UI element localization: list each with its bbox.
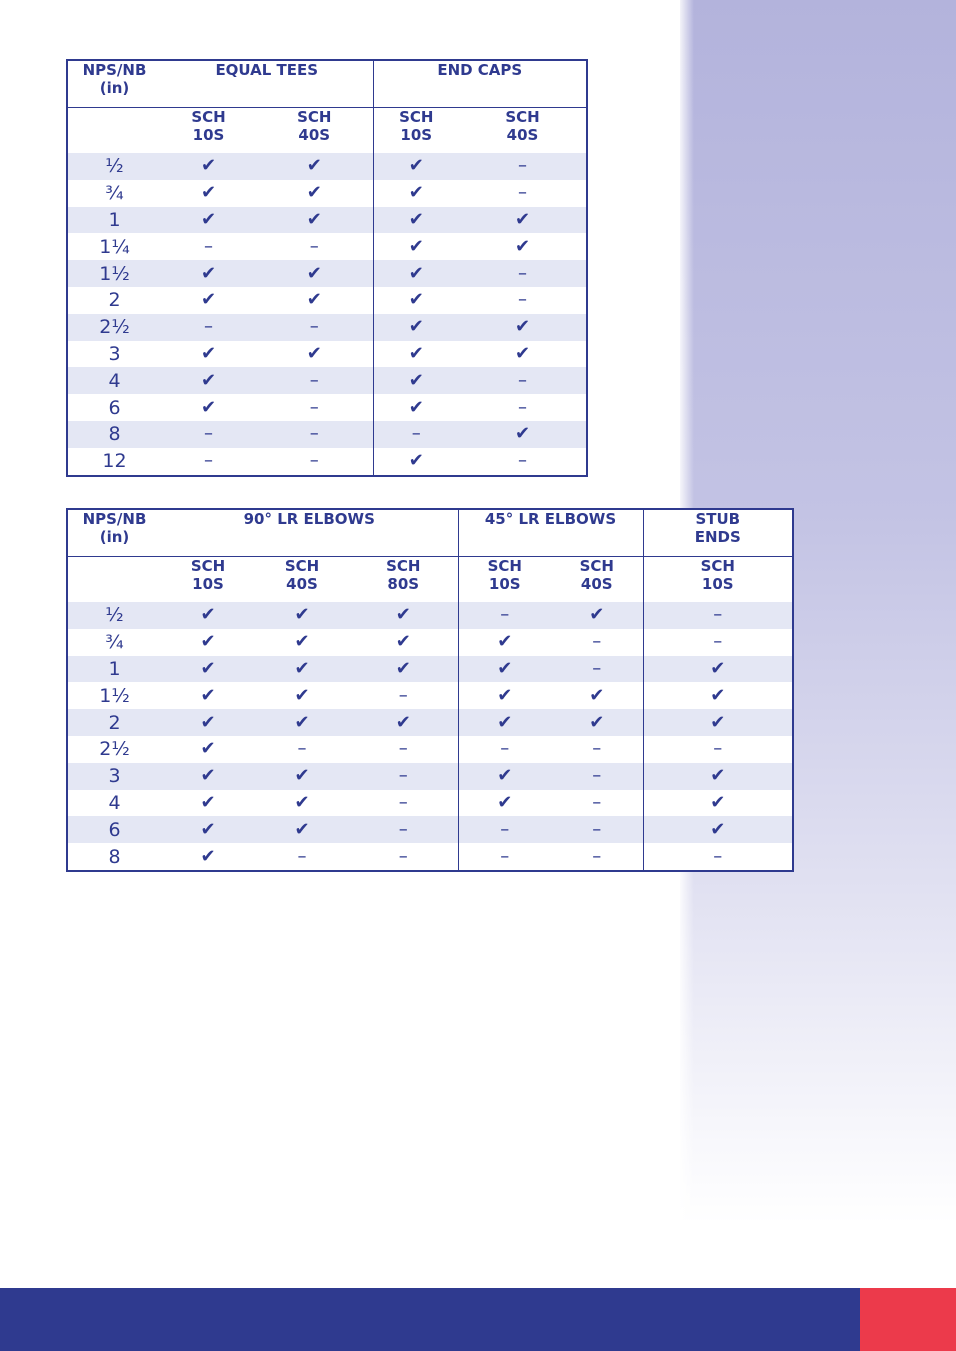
size-cell: 4 <box>67 367 161 394</box>
table-row <box>67 763 793 790</box>
size-cell: 8 <box>67 421 161 448</box>
available-check-icon: ✔ <box>373 394 459 421</box>
available-check-icon: ✔ <box>200 396 217 418</box>
size-cell: 1½ <box>99 684 130 707</box>
not-available-dash: – <box>373 421 459 448</box>
available-check-icon: ✔ <box>459 314 587 341</box>
available-check-icon: ✔ <box>643 656 793 683</box>
size-cell: ¾ <box>105 182 124 205</box>
available-check-icon: ✔ <box>458 709 551 736</box>
size-cell: 6 <box>67 816 161 843</box>
size-cell: 2 <box>108 289 121 312</box>
table-row <box>67 602 793 629</box>
size-subheader <box>67 556 161 602</box>
size-cell: 4 <box>108 791 121 814</box>
size-header: NPS/NB (in) <box>82 510 147 546</box>
available-check-icon: ✔ <box>161 656 255 683</box>
size-cell: ¾ <box>105 631 124 654</box>
not-available-dash: – <box>518 182 528 204</box>
available-check-icon: ✔ <box>458 682 551 709</box>
size-cell: 2½ <box>67 314 161 341</box>
available-check-icon: ✔ <box>200 684 216 706</box>
not-available-dash: – <box>398 845 408 867</box>
available-check-icon: ✔ <box>551 709 643 736</box>
available-check-icon: ✔ <box>200 342 217 364</box>
not-available-dash: – <box>518 289 528 311</box>
size-cell: 1 <box>67 207 161 234</box>
available-check-icon: ✔ <box>458 763 551 790</box>
available-check-icon: ✔ <box>349 656 458 683</box>
available-check-icon: ✔ <box>459 421 587 448</box>
not-available-dash: – <box>459 153 587 180</box>
available-check-icon: ✔ <box>306 342 322 364</box>
size-cell: 1½ <box>67 260 161 287</box>
not-available-dash: – <box>551 656 643 683</box>
available-check-icon: ✔ <box>643 682 793 709</box>
not-available-dash: – <box>518 450 528 472</box>
available-check-icon: ✔ <box>256 153 373 180</box>
schedule-header: SCH 10S <box>161 107 256 153</box>
available-check-icon: ✔ <box>373 153 459 180</box>
not-available-dash: – <box>161 421 256 448</box>
footer-bar <box>0 1288 860 1351</box>
table-row <box>67 180 587 207</box>
table-row <box>67 260 587 287</box>
not-available-dash: – <box>349 763 458 790</box>
not-available-dash: – <box>256 421 373 448</box>
not-available-dash: – <box>398 684 408 706</box>
table-row <box>67 629 793 656</box>
available-check-icon: ✔ <box>200 289 217 311</box>
size-cell: 3 <box>108 342 121 365</box>
not-available-dash: – <box>204 450 213 472</box>
not-available-dash: – <box>592 631 602 653</box>
size-cell: ½ <box>67 602 161 629</box>
size-cell: 1¼ <box>99 235 130 258</box>
available-check-icon: ✔ <box>161 709 255 736</box>
table-row <box>67 843 793 871</box>
available-check-icon: ✔ <box>373 314 459 341</box>
available-check-icon: ✔ <box>551 602 643 629</box>
available-check-icon: ✔ <box>514 235 531 257</box>
size-cell: 2 <box>67 709 161 736</box>
available-check-icon: ✔ <box>373 448 459 476</box>
available-check-icon: ✔ <box>643 790 793 817</box>
size-cell: 8 <box>108 845 121 868</box>
available-check-icon: ✔ <box>255 816 349 843</box>
size-cell: 12 <box>102 450 127 473</box>
size-subheader <box>67 107 161 153</box>
available-check-icon: ✔ <box>306 289 322 311</box>
available-check-icon: ✔ <box>349 709 458 736</box>
schedule-header: SCH 40S <box>551 556 643 602</box>
table-row <box>67 816 793 843</box>
size-cell: ½ <box>67 153 161 180</box>
available-check-icon: ✔ <box>294 684 310 706</box>
footer-accent-block <box>860 1288 956 1351</box>
table-row <box>67 287 587 314</box>
equal-tees-end-caps-body <box>67 153 587 476</box>
not-available-dash: – <box>297 845 307 867</box>
group-header-stub-ends: STUB ENDS <box>643 509 793 556</box>
available-check-icon: ✔ <box>514 342 531 364</box>
not-available-dash: – <box>256 367 373 394</box>
table-row <box>67 153 587 180</box>
not-available-dash: – <box>398 791 408 813</box>
not-available-dash: – <box>643 736 793 763</box>
available-check-icon: ✔ <box>255 602 349 629</box>
not-available-dash: – <box>643 629 793 656</box>
table-row <box>67 394 587 421</box>
schedule-header: SCH 10S <box>161 556 255 602</box>
table-row <box>67 207 587 234</box>
table-row <box>67 314 587 341</box>
available-check-icon: ✔ <box>256 260 373 287</box>
table-row <box>67 421 587 448</box>
not-available-dash: – <box>161 314 256 341</box>
available-check-icon: ✔ <box>395 631 411 653</box>
not-available-dash: – <box>518 396 528 418</box>
available-check-icon: ✔ <box>458 656 551 683</box>
table-row <box>67 233 587 260</box>
table-row <box>67 341 587 368</box>
table-row <box>67 448 587 476</box>
not-available-dash: – <box>297 738 307 760</box>
group-header-equal-tees: EQUAL TEES <box>215 61 319 79</box>
available-check-icon: ✔ <box>161 260 256 287</box>
available-check-icon: ✔ <box>255 763 349 790</box>
available-check-icon: ✔ <box>255 656 349 683</box>
schedule-header: SCH 40S <box>256 107 373 153</box>
available-check-icon: ✔ <box>373 367 459 394</box>
available-check-icon: ✔ <box>458 629 551 656</box>
available-check-icon: ✔ <box>200 791 216 813</box>
available-check-icon: ✔ <box>200 182 217 204</box>
available-check-icon: ✔ <box>643 816 793 843</box>
group-header-45-lr-elbows: 45° LR ELBOWS <box>458 509 643 556</box>
available-check-icon: ✔ <box>255 709 349 736</box>
available-check-icon: ✔ <box>294 791 310 813</box>
schedule-header: SCH 40S <box>459 107 587 153</box>
not-available-dash: – <box>458 602 551 629</box>
available-check-icon: ✔ <box>161 763 255 790</box>
not-available-dash: – <box>309 396 319 418</box>
not-available-dash: – <box>256 314 373 341</box>
available-check-icon: ✔ <box>306 182 322 204</box>
size-cell: 6 <box>108 396 121 419</box>
available-check-icon: ✔ <box>161 153 256 180</box>
available-check-icon: ✔ <box>459 207 587 234</box>
not-available-dash: – <box>592 845 602 867</box>
available-check-icon: ✔ <box>373 180 459 207</box>
not-available-dash: – <box>592 791 602 813</box>
not-available-dash: – <box>551 763 643 790</box>
available-check-icon: ✔ <box>373 260 459 287</box>
available-check-icon: ✔ <box>643 763 793 790</box>
available-check-icon: ✔ <box>200 738 216 760</box>
available-check-icon: ✔ <box>373 207 459 234</box>
available-check-icon: ✔ <box>200 631 216 653</box>
table-row <box>67 367 587 394</box>
size-cell: 1 <box>67 656 161 683</box>
equal-tees-end-caps-table <box>66 59 588 477</box>
not-available-dash: – <box>459 367 587 394</box>
available-check-icon: ✔ <box>161 602 255 629</box>
elbows-stub-ends-body <box>67 602 793 871</box>
size-header: NPS/NB (in) <box>82 61 147 97</box>
table-row <box>67 656 793 683</box>
available-check-icon: ✔ <box>200 845 216 867</box>
schedule-header: SCH 10S <box>373 107 459 153</box>
not-available-dash: – <box>459 260 587 287</box>
not-available-dash: – <box>458 843 551 871</box>
size-cell: 2½ <box>99 738 130 761</box>
table-row <box>67 790 793 817</box>
not-available-dash: – <box>643 602 793 629</box>
table-row <box>67 736 793 763</box>
schedule-header: SCH 10S <box>458 556 551 602</box>
group-header-end-caps: END CAPS <box>373 60 587 107</box>
available-check-icon: ✔ <box>294 631 310 653</box>
not-available-dash: – <box>592 738 602 760</box>
not-available-dash: – <box>458 816 551 843</box>
available-check-icon: ✔ <box>161 816 255 843</box>
available-check-icon: ✔ <box>458 790 551 817</box>
group-header-90-lr-elbows: 90° LR ELBOWS <box>243 510 375 528</box>
not-available-dash: – <box>349 816 458 843</box>
schedule-header: SCH 10S <box>643 556 793 602</box>
table-row <box>67 682 793 709</box>
elbows-stub-ends-table <box>66 508 794 872</box>
available-check-icon: ✔ <box>161 207 256 234</box>
schedule-header: SCH 80S <box>349 556 458 602</box>
available-check-icon: ✔ <box>373 287 459 314</box>
available-check-icon: ✔ <box>589 684 605 706</box>
not-available-dash: – <box>458 736 551 763</box>
not-available-dash: – <box>551 816 643 843</box>
not-available-dash: – <box>204 235 213 257</box>
available-check-icon: ✔ <box>349 602 458 629</box>
not-available-dash: – <box>309 235 319 257</box>
available-check-icon: ✔ <box>373 233 459 260</box>
schedule-header: SCH 40S <box>255 556 349 602</box>
available-check-icon: ✔ <box>643 709 793 736</box>
not-available-dash: – <box>309 450 319 472</box>
table-row <box>67 709 793 736</box>
available-check-icon: ✔ <box>161 367 256 394</box>
not-available-dash: – <box>398 738 408 760</box>
not-available-dash: – <box>643 843 793 871</box>
size-cell: 3 <box>67 763 161 790</box>
available-check-icon: ✔ <box>373 341 459 368</box>
available-check-icon: ✔ <box>256 207 373 234</box>
